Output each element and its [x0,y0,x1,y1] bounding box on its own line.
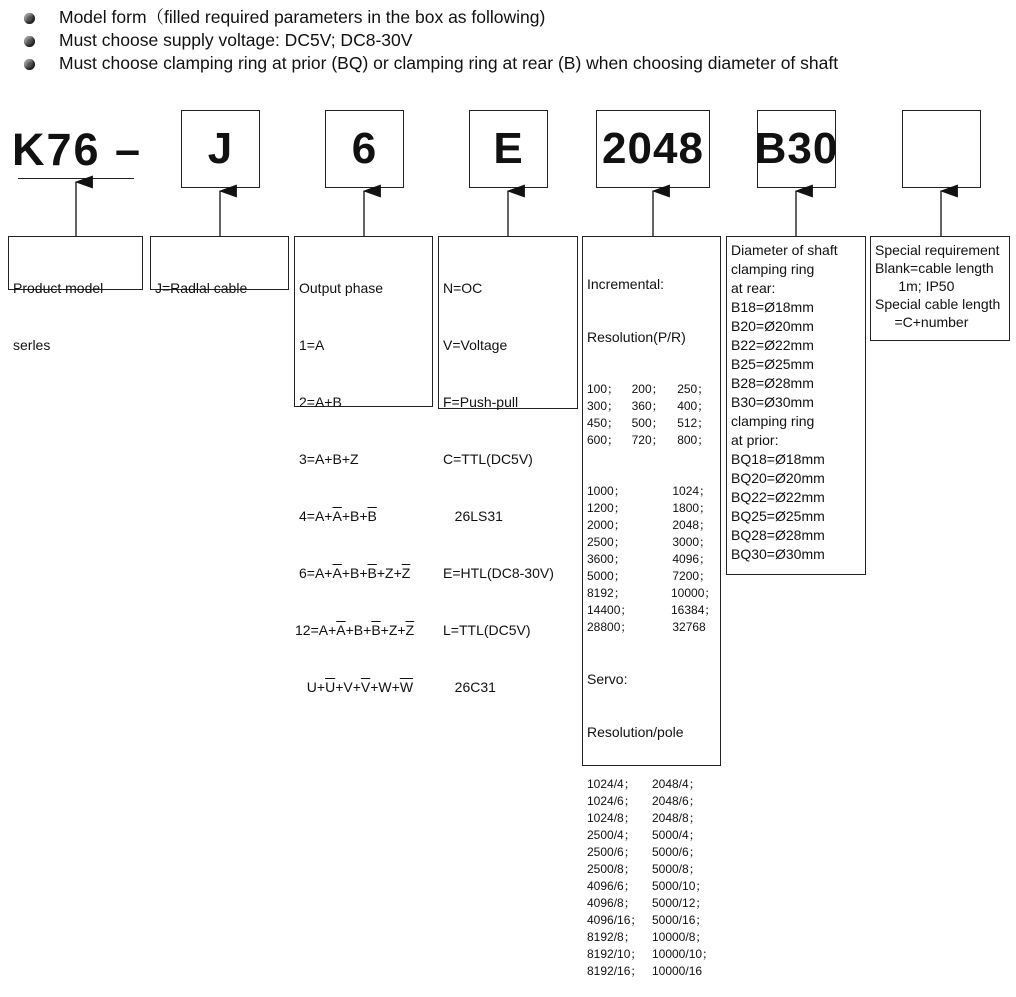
resolution-value: 10000/10； [651,947,715,961]
resolution-value: 600； [587,433,620,447]
resolution-row [587,551,716,568]
resolution-value: 1024/6； [587,794,636,808]
resolution-row [587,861,716,878]
resolution-value: 16384； [671,603,717,617]
resolution-value: 800； [677,433,710,447]
resolution-value: 5000/10； [651,879,708,893]
resolution-value: 3000； [672,535,712,549]
resolution-value: 8192/10； [587,947,643,961]
phase-item-4: $4=A+\overline{A}+B+\overline{B}$ [299,508,377,524]
resolution-value: 5000/6； [651,845,701,859]
code-box-output: E [469,110,548,188]
resolution-value: 10000/8； [651,930,708,944]
desc-line: BQ22=Ø22mm [731,489,825,505]
resolution-value: 4096/8； [587,896,636,910]
desc-line: at rear: [731,280,776,296]
resolution-value: 1000； [587,484,626,498]
resolution-value: 2048/8； [651,811,701,825]
resolution-value: 1024/8； [587,811,636,825]
resolution-value: 2048/4； [651,777,701,791]
phase-item: 3=A+B+Z [299,451,359,467]
desc-line: B20=Ø20mm [731,318,814,334]
resolution-value: 512； [677,416,710,430]
resolution-row [587,415,716,432]
resolution-value: 200； [631,382,664,396]
resolution-value: 450； [587,416,620,430]
resolution-value: 1024； [672,484,712,498]
code-box-phase: 6 [325,110,404,188]
desc-shaft [726,236,866,575]
resolution-row [587,517,716,534]
resolution-row [587,602,716,619]
resolution-value: 2048/6； [651,794,701,808]
resolution-value: 10000； [671,586,717,600]
code-box-cable: J [181,110,260,188]
desc-line: B22=Ø22mm [731,337,814,353]
model-prefix: K76 – [12,124,143,175]
resolution-subtitle: Resolution(P/R) [587,329,686,345]
resolution-row [587,844,716,861]
resolution-row [587,534,716,551]
resolution-value: 8192； [587,586,626,600]
phase-item: 2=A+B [299,394,342,410]
resolution-row [587,398,716,415]
desc-resolution [582,236,721,978]
resolution-row [587,432,716,449]
resolution-rows-3col [587,381,716,449]
desc-line: 1m; IP50 [875,278,955,294]
resolution-row [587,500,716,517]
desc-line: 26C31 [443,679,496,695]
resolution-value: 5000/8； [651,862,701,876]
resolution-row [587,895,716,912]
desc-cable [150,236,289,296]
resolution-value: 2500； [587,535,626,549]
resolution-row [587,776,716,793]
desc-line: at prior: [731,432,779,448]
desc-line: N=OC [443,280,483,296]
desc-line: clamping ring [731,413,815,429]
resolution-row [587,963,716,980]
desc-phase [294,236,433,695]
resolution-row [587,878,716,895]
desc-line: Special cable length [875,296,1001,312]
resolution-row [587,483,716,500]
resolution-value: 5000/4； [651,828,701,842]
intro-note-text: Must choose supply voltage: DC5V; DC8-30V [59,30,413,50]
resolution-row [587,946,716,963]
desc-line: =C+number [875,314,969,330]
desc-series [8,236,143,353]
resolution-title: Incremental: [587,276,665,292]
resolution-value: 250； [677,382,710,396]
resolution-value: 720； [631,433,664,447]
resolution-row [587,619,716,636]
servo-subtitle: Resolution/pole [587,724,684,740]
intro-note-text: Model form（filled required parameters in the box as following) [59,7,546,27]
desc-line: Diameter of shaft [731,242,838,258]
desc-line: J=Radlal cable [155,280,248,296]
servo-rows [587,776,716,980]
resolution-value: 360； [631,399,664,413]
resolution-value: 8192/16； [587,964,643,978]
resolution-value: 2500/4； [587,828,636,842]
desc-line: BQ20=Ø20mm [731,470,825,486]
resolution-row [587,912,716,929]
desc-line: C=TTL(DC5V) [443,451,533,467]
phase-title: Output phase [299,280,384,296]
desc-line: B18=Ø18mm [731,299,814,315]
resolution-value: 500； [631,416,664,430]
desc-line: Special requirement [875,242,1000,258]
desc-line: E=HTL(DC8-30V) [443,565,554,581]
desc-output [438,236,578,695]
resolution-value: 1024/4； [587,777,636,791]
desc-line: L=TTL(DC5V) [443,622,531,638]
resolution-value: 2500/6； [587,845,636,859]
resolution-value: 7200； [672,569,712,583]
resolution-value: 28800； [587,620,633,634]
resolution-value: 2048； [672,518,712,532]
resolution-row [587,381,716,398]
desc-line: B28=Ø28mm [731,375,814,391]
resolution-value: 5000； [587,569,626,583]
resolution-value: 4096/6； [587,879,636,893]
resolution-value: 4096/16； [587,913,643,927]
resolution-value: 2000； [587,518,626,532]
desc-line: Blank=cable length [875,260,994,276]
desc-line: BQ28=Ø28mm [731,527,825,543]
desc-line: 26LS31 [443,508,503,524]
desc-line: V=Voltage [443,337,508,353]
phase-item-12: $12=A+\overline{A}+B+\overline{B}+Z+\overline{Z}$ [295,622,415,638]
resolution-value: 300； [587,399,620,413]
code-box-resolution: 2048 [596,110,710,188]
resolution-row [587,568,716,585]
desc-line: BQ30=Ø30mm [731,546,825,562]
resolution-value: 5000/16； [651,913,708,927]
code-box-shaft: B30 [757,110,836,188]
resolution-row [587,827,716,844]
resolution-value: 1800； [672,501,712,515]
resolution-row [587,810,716,827]
resolution-value: 1200； [587,501,626,515]
resolution-row [587,929,716,946]
desc-special [870,236,1010,341]
resolution-row [587,585,716,602]
servo-title: Servo: [587,671,628,687]
phase-item: 1=A [299,337,325,353]
resolution-value: 5000/12； [651,896,708,910]
resolution-value: 8192/8； [587,930,636,944]
desc-line: clamping ring [731,261,815,277]
desc-line: B30=Ø30mm [731,394,814,410]
desc-line: F=Push-pull [443,394,519,410]
phase-item-6: $6=A+\overline{A}+B+\overline{B}+Z+\overline{Z}$ [299,565,411,581]
desc-line: BQ25=Ø25mm [731,508,825,524]
desc-line: serles [13,337,51,353]
resolution-rows-2col [587,483,716,636]
desc-line: Product model [13,280,104,296]
phase-item-uvw: $U+\overline{U}+V+\overline{V}+W+\overline{W}$ [299,679,414,695]
resolution-row [587,793,716,810]
desc-line: BQ18=Ø18mm [731,451,825,467]
resolution-value: 100； [587,382,620,396]
intro-note-text: Must choose clamping ring at prior (BQ) or clamping ring at rear (B) when choosing diameter of shaft [59,53,839,73]
resolution-value: 400； [677,399,710,413]
resolution-value: 14400； [587,603,633,617]
desc-line: B25=Ø25mm [731,356,814,372]
resolution-value: 3600； [587,552,626,566]
resolution-value: 4096； [672,552,712,566]
resolution-value: 10000/16 [651,964,703,978]
resolution-value: 2500/8； [587,862,636,876]
resolution-value: 32768 [672,620,706,634]
